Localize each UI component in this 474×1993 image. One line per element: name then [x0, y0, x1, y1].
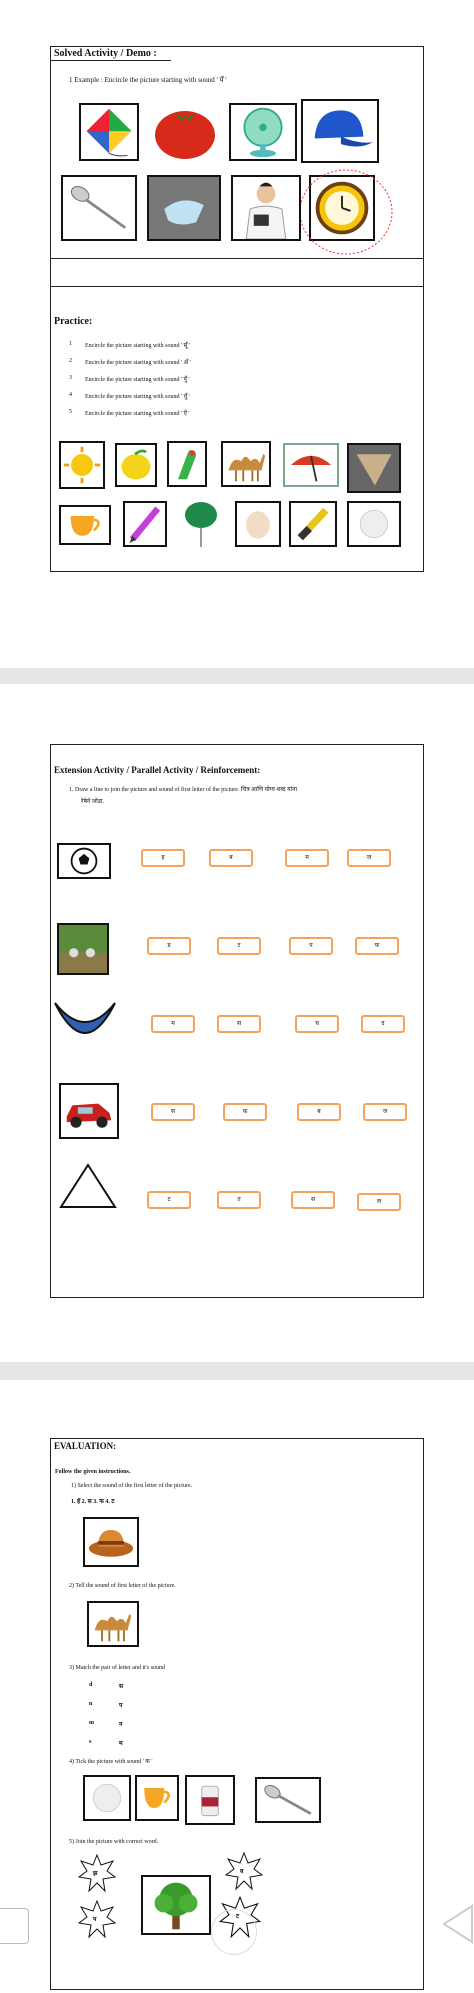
starburst-word — [77, 1899, 117, 1939]
evaluation-q1-options: 1. हॅ 2. स 3. फ 4. ट — [71, 1499, 115, 1505]
sound-option[interactable]: स — [217, 1015, 261, 1033]
plate-eval-icon — [83, 1775, 131, 1821]
sound-option[interactable]: त — [217, 1191, 261, 1209]
pair-right: स — [119, 1684, 124, 1690]
camel-icon — [221, 441, 271, 487]
sound-option[interactable]: फ — [355, 937, 399, 955]
sound-option[interactable]: ज — [363, 1103, 407, 1121]
pair-right: न — [119, 1722, 123, 1728]
solved-empty-row — [50, 258, 424, 288]
evaluation-title: EVALUATION: — [54, 1441, 117, 1451]
sound-option[interactable]: प — [289, 937, 333, 955]
practice-item: Encircle the picture starting with sound ' सूँ ' — [85, 343, 191, 349]
practice-box — [50, 286, 424, 572]
pencil-icon — [123, 501, 167, 547]
evaluation-follow: Follow the given instructions. — [55, 1469, 131, 1475]
plate-icon — [347, 501, 401, 547]
solved-activity-box — [50, 46, 424, 288]
mask-icon — [147, 175, 221, 241]
sound-option[interactable]: च — [295, 1015, 339, 1033]
triangle-icon — [57, 1161, 119, 1211]
extension-box — [50, 744, 424, 1298]
sound-option[interactable]: म — [151, 1015, 195, 1033]
extension-title: Extension Activity / Parallel Activity / Reinforcement: — [54, 765, 261, 775]
practice-item: Encircle the picture starting with sound ' अँ ' — [85, 360, 191, 366]
sound-option[interactable]: ब — [297, 1103, 341, 1121]
sun-icon — [59, 441, 105, 489]
pair-right: म — [119, 1741, 123, 1747]
fan-icon — [229, 103, 297, 161]
practice-item-num: 2 — [69, 358, 72, 364]
tomato-icon — [151, 103, 219, 161]
practice-title: Practice: — [54, 316, 93, 327]
practice-item: Encircle the picture starting with sound ' पुँ ' — [85, 377, 190, 383]
cap-icon — [301, 99, 379, 163]
star-word: प — [93, 1917, 97, 1923]
star-word: झ — [93, 1871, 98, 1877]
previous-page-button[interactable] — [0, 1908, 29, 1944]
practice-item-num: 1 — [69, 341, 72, 347]
evaluation-box — [50, 1438, 424, 1990]
solved-title: Solved Activity / Demo : — [54, 48, 157, 59]
mango-icon — [115, 443, 157, 487]
cup-icon — [59, 505, 111, 545]
practice-item-num: 3 — [69, 375, 72, 381]
kite-small-icon — [347, 443, 401, 493]
sound-option[interactable]: ह — [141, 849, 185, 867]
chevron-left-icon — [440, 1904, 474, 1944]
sound-option[interactable]: ड — [147, 937, 191, 955]
practice-item: Encircle the picture starting with sound ' धुँ ' — [85, 394, 190, 400]
moon-icon — [53, 999, 117, 1051]
extension-instruction: 1. Draw a line to join the picture and sound of first letter of the picture. चित्र आणि योग्य शब्द यांना — [69, 787, 298, 793]
starburst-word — [77, 1853, 117, 1893]
sound-option[interactable]: म — [285, 849, 329, 867]
pair-right: प — [119, 1703, 123, 1709]
sound-option[interactable]: ट — [147, 1191, 191, 1209]
solved-example: 1 Example : Encircle the picture starting with sound ' पँ ' — [69, 76, 227, 84]
evaluation-q5: 5) Join the picture with correct word. — [69, 1839, 159, 1845]
cup-eval-icon — [135, 1775, 179, 1821]
spoon-icon — [61, 175, 137, 241]
evaluation-q4: 4) Tick the picture with sound ' क ' — [69, 1759, 153, 1765]
practice-item-num: 4 — [69, 392, 72, 398]
pair-left: m — [89, 1720, 94, 1726]
star-word: ट — [236, 1914, 240, 1920]
car-icon — [59, 1083, 119, 1139]
pair-left: d — [89, 1682, 93, 1688]
practice-item: Encircle the picture starting with sound ' ऐं ' — [85, 411, 190, 417]
solved-title-underline — [51, 60, 171, 61]
evaluation-q2: 2) Tell the sound of first letter of the picture. — [69, 1583, 176, 1589]
tree-icon — [141, 1875, 211, 1935]
umbrella-icon — [283, 443, 339, 487]
next-page-button[interactable] — [440, 1904, 474, 1944]
sound-option[interactable]: ट — [217, 937, 261, 955]
sound-option[interactable]: ज — [347, 849, 391, 867]
sound-option[interactable]: ब — [209, 849, 253, 867]
balloon-icon — [177, 499, 225, 549]
practice-item-num: 5 — [69, 409, 72, 415]
ball-icon — [57, 843, 111, 879]
jar-eval-icon — [185, 1775, 235, 1825]
pair-left: s — [89, 1739, 92, 1745]
page-separator — [0, 1362, 474, 1380]
starburst-word — [221, 1851, 267, 1891]
sound-option[interactable]: क — [223, 1103, 267, 1121]
pair-left: n — [89, 1701, 93, 1707]
star-word: व — [240, 1869, 244, 1875]
evaluation-q1: 1) Select the sound of the first letter of the picture. — [71, 1483, 193, 1489]
sound-option[interactable]: द — [361, 1015, 405, 1033]
page-separator — [0, 668, 474, 684]
sound-option[interactable]: ल — [357, 1193, 401, 1211]
field-icon — [57, 923, 109, 975]
egg-icon — [235, 501, 281, 547]
camel-eval-icon — [87, 1601, 139, 1647]
sound-option[interactable]: स — [291, 1191, 335, 1209]
hat-icon — [83, 1517, 139, 1567]
spoon-eval-icon — [255, 1777, 321, 1823]
parrot-icon — [167, 441, 207, 487]
tube-icon — [289, 501, 337, 547]
sound-option[interactable]: स — [151, 1103, 195, 1121]
doctor-icon — [231, 175, 301, 241]
watermark-circle — [211, 1909, 257, 1955]
evaluation-q3: 3) Match the pair of letter and it's sound — [69, 1665, 166, 1671]
extension-instruction-2: रेषेने जोडा. — [81, 799, 105, 805]
encircle-mark — [301, 167, 401, 257]
kite-icon — [79, 103, 139, 161]
